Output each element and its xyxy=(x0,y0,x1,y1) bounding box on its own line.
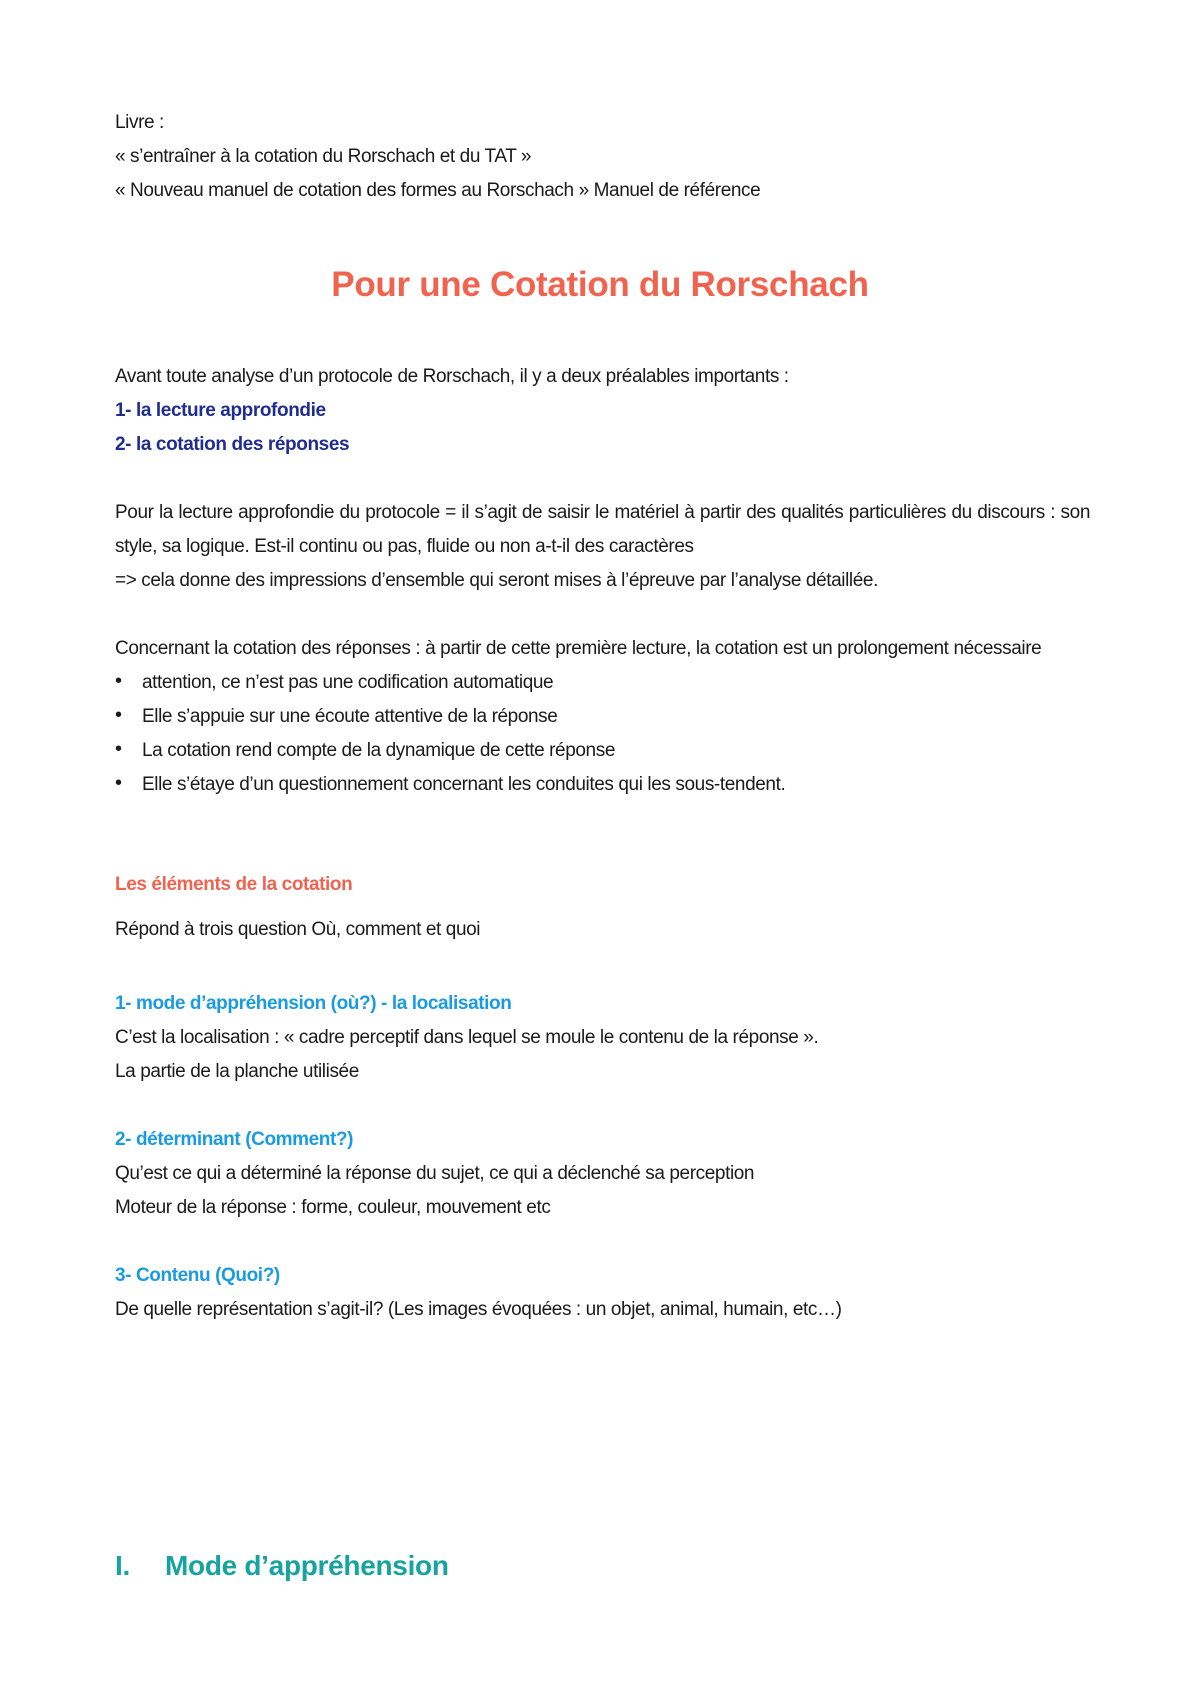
contenu-block xyxy=(115,1259,1090,1327)
reading-conclusion: => cela donne des impressions d’ensemble qui seront mises à l’épreuve par l’analyse détaillée. xyxy=(115,570,878,591)
section-title: Mode d’appréhension xyxy=(165,1550,449,1581)
determinant-line-2: Moteur de la réponse : forme, couleur, mouvement etc xyxy=(115,1197,551,1218)
cotation-bullet-list xyxy=(115,666,1090,802)
intro-item-1: 1- la lecture approfondie xyxy=(115,400,326,421)
bullet-icon: • xyxy=(115,772,122,794)
mode-line-2: La partie de la planche utilisée xyxy=(115,1061,359,1082)
books-label: Livre : xyxy=(115,112,164,133)
determinant-heading: 2- déterminant (Comment?) xyxy=(115,1129,354,1150)
cotation-block xyxy=(115,632,1090,802)
section-number: I. xyxy=(115,1550,130,1581)
book-reference-1: « s’entraîner à la cotation du Rorschach et du TAT » xyxy=(115,146,532,167)
elements-text: Répond à trois question Où, comment et quoi xyxy=(115,919,481,940)
intro-block xyxy=(115,360,1090,462)
contenu-heading: 3- Contenu (Quoi?) xyxy=(115,1265,280,1286)
books-block xyxy=(115,106,1090,208)
cotation-paragraph: Concernant la cotation des réponses : à partir de cette première lecture, la cotation est un prolongement nécessaire xyxy=(115,638,1042,659)
list-item: • Elle s’étaye d’un questionnement concernant les conduites qui les sous-tendent. xyxy=(115,768,1090,802)
reading-block xyxy=(115,496,1090,598)
elements-block xyxy=(115,868,1090,947)
mode-block xyxy=(115,987,1090,1089)
reading-paragraph: Pour la lecture approfondie du protocole = il s’agit de saisir le matériel à partir des qualités particulières du discours : son style, sa logique. Est-il continu ou pas, fluide ou non a-t-il des caractères xyxy=(115,502,1090,557)
list-item: • Elle s’appuie sur une écoute attentive de la réponse xyxy=(115,700,1090,734)
mode-line-1: C’est la localisation : « cadre perceptif dans lequel se moule le contenu de la réponse ». xyxy=(115,1027,819,1048)
elements-heading: Les éléments de la cotation xyxy=(115,874,353,895)
list-item: • attention, ce n’est pas une codification automatique xyxy=(115,666,1090,700)
book-reference-2: « Nouveau manuel de cotation des formes au Rorschach » Manuel de référence xyxy=(115,180,761,201)
bullet-icon: • xyxy=(115,670,122,692)
determinant-block xyxy=(115,1123,1090,1225)
mode-heading: 1- mode d’appréhension (où?) - la localisation xyxy=(115,993,512,1014)
intro-text: Avant toute analyse d’un protocole de Rorschach, il y a deux préalables importants : xyxy=(115,366,789,387)
list-item: • La cotation rend compte de la dynamique de cette réponse xyxy=(115,734,1090,768)
contenu-line-1: De quelle représentation s’agit-il? (Les images évoquées : un objet, animal, humain, etc…) xyxy=(115,1299,842,1320)
intro-item-2: 2- la cotation des réponses xyxy=(115,434,350,455)
section-heading xyxy=(115,1546,449,1586)
page-title: Pour une Cotation du Rorschach xyxy=(331,265,869,304)
bullet-icon: • xyxy=(115,738,122,760)
bullet-icon: • xyxy=(115,704,122,726)
determinant-line-1: Qu’est ce qui a déterminé la réponse du sujet, ce qui a déclenché sa perception xyxy=(115,1163,755,1184)
